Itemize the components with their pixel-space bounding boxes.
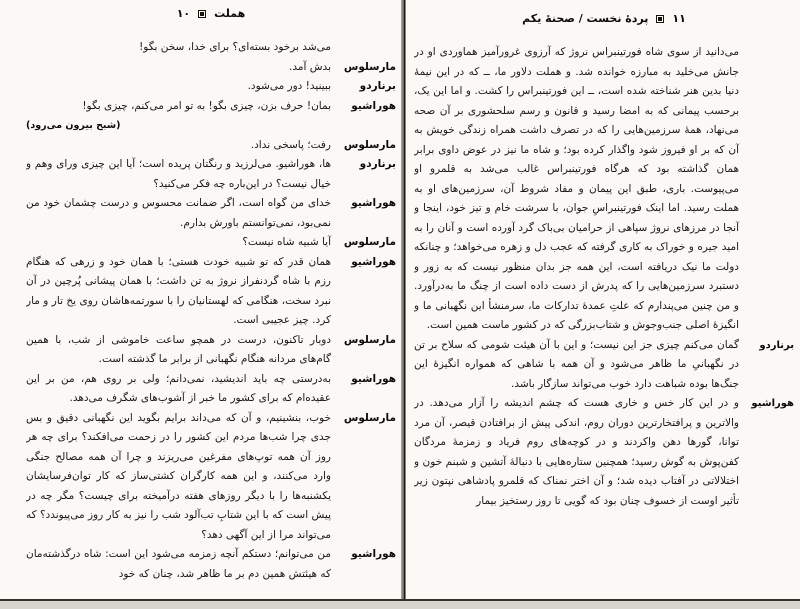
page-title: هملت (214, 7, 246, 20)
speech-text: ها، هوراشیو. می‌لرزید و رنگتان پریده است؛ آیا این چیزی ورای وهم و خیال نیست؟ در این‌باره چه فکر می‌کنید؟ (26, 158, 331, 190)
dialogue-row (26, 331, 396, 370)
page-10 (26, 0, 396, 599)
speech-text: خوب، بنشینیم، و آن که می‌داند برایم بگوید این نگهبانی دقیق و بس جدی چرا شب‌ها مردم این کشور را در زحمت می‌افکند؟ برای چه هر روز آن همه توپ‌های مفرغین می‌ریزند و چرا آن همه مصالح جنگی وارد می‌کنند، و این همه کارگران کشتی‌ساز که کار توان‌فرسایشان یکشنبه‌ها را با دیگر روزهای هفته درآمیخته برای چیست؟ مگر چه در پیش است که با این شتابِ تب‌آلود شب را نیز به کار روز می‌پیوندد؟ که می‌تواند مرا از این آگهی دهد؟ (26, 411, 331, 541)
speaker-name: برناردو (759, 339, 794, 351)
speaker-name: هوراشیو (751, 398, 794, 409)
speech-text: می‌شد برخود بسته‌ای؟ برای خدا، سخن بگو! (139, 41, 331, 53)
page-number: ۱۰ (176, 7, 191, 20)
dialogue-row (414, 394, 794, 511)
dialogue-row (26, 370, 396, 409)
speaker-name: مارسلوس (343, 60, 396, 73)
dialogue-row (26, 77, 396, 97)
speaker-name: هوراشیو (351, 197, 396, 209)
speech-text: من می‌توانم؛ دستکم آنچه زمزمه می‌شود این است: شاه درگذشته‌مان که هیئتش همین دم بر ما ظاهر شد، چنان که خود (26, 548, 331, 580)
speech-text: همان قدر که تو شبیه خودت هستی؛ با همان خود و زرهی که هنگام رزم با شاه گردنفراز نروژ به تن داشت؛ با همان پیشانی پُرچین در آن نبرد سخت، هنگامی که لهستانیان را با سورتمه‌هاشان روی یخ تار و مار کرد. چیز عجیبی است. (26, 255, 331, 326)
speaker-name: هوراشیو (351, 372, 396, 385)
speaker-name: مارسلوس (343, 411, 396, 424)
dialogue-row (414, 336, 794, 395)
dialogue-row (26, 97, 396, 117)
page-10-text (26, 38, 396, 584)
page-number: ۱۱ (672, 12, 686, 25)
speech-text: رفت؛ پاسخی نداد. (250, 138, 331, 151)
speaker-name: برناردو (359, 80, 396, 92)
page-gutter-seam (401, 0, 407, 601)
speech-text: گمان می‌کنم چیزی جز این نیست؛ و این با آن هیئت شومی که سلاح بر تن در نگهبانیِ ما ظاهر می‌شود و آن همه با شاهی که همواره انگیزهٔ این جنگ‌ها بوده شباهت دارد خوب می‌تواند سازگار باشد. (414, 338, 739, 390)
speaker-name: هوراشیو (351, 99, 396, 112)
speech-text: خدای من گواه است، اگر ضمانت محسوس و درست چشمان خود من نمی‌بود، نمی‌توانستم باورش بدارم. (26, 197, 331, 229)
dialogue-row (26, 194, 396, 233)
speaker-name: برناردو (359, 158, 396, 170)
speech-text: ببینید! دور می‌شود. (247, 80, 331, 92)
section-title: پردهٔ نخست / صحنهٔ یکم (522, 12, 649, 25)
dialogue-row (26, 253, 396, 331)
dialogue-row (26, 233, 396, 253)
speaker-name: مارسلوس (343, 236, 396, 248)
page-10-header (26, 7, 396, 20)
speaker-name: هوراشیو (351, 548, 396, 560)
speech-text: و در این کار خس و خاری هست که چشم اندیشه را آزار می‌دهد. در والاترین و پرافتخارترین دوران روم، اندکی پیش از برافتادن قیصر، آن مرد توانا، گورها دهن واکردند و در کوچه‌های روم فریاد و زمزمهٔ مردگان کفن‌پوش به گوش رسید؛ همچنین ستاره‌هایی با دنبالهٔ آتشین و شبنم خون و اختلالاتی در آفتاب دیده شد؛ و آن اختر نمناک که قلمرو پادشاهی نپتون زیر تأثیر اوست از خسوف چنان بود که گویی تا روز رستخیز بیمار (414, 397, 739, 507)
dialogue-row (414, 43, 794, 336)
speaker-name: مارسلوس (343, 138, 396, 151)
page-11-text (414, 43, 794, 511)
dialogue-row (26, 409, 396, 546)
stage-direction-text: (شبح بیرون می‌رود) (26, 120, 121, 131)
dialogue-row (26, 38, 396, 58)
speech-text: به‌درستی چه باید اندیشید، نمی‌دانم؛ ولی بر روی هم، من بر این عقیده‌ام که برای کشور ما خبر از آشوب‌های شگرف می‌دهد. (26, 372, 331, 404)
stage-direction-row (26, 116, 396, 136)
dialogue-row (26, 58, 396, 78)
dialogue-row (26, 545, 396, 584)
page-11 (414, 0, 794, 599)
page-11-header (414, 12, 794, 25)
scan-bottom-edge (0, 599, 800, 609)
speaker-name: هوراشیو (351, 255, 396, 268)
speech-text: بدش آمد. (289, 60, 331, 73)
dialogue-row (26, 136, 396, 156)
speech-text: می‌دانید از سوی شاه فورتینبراس نروژ که آرزوی غرورآمیز هماوردی او در جانش می‌خلید به مبارزه خوانده شد. و هملت دلاور ما، ــ که در این نیمهٔ دنیا بدین هنر شناخته شده است، ــ این فورتینبراس را کشت. و اما این یک، برحسب پیمانی که به امضا رسید و قانون و رسم سلحشوری بر آن صحه می‌نهاد، همهٔ سرزمین‌هایی را که در تصرف داشت همراه زندگی خویش به آن که بر او فیروز شود واگذار کرده بود؛ و شاه ما نیز در عوض داوی برابر همان گذاشته بود که هرگاه فورتینبراس غالب می‌شد به قلمرو او می‌پیوست. باری، طبق این پیمان و مفاد شروط آن، سرزمین‌های او به هملت رسید. اما اینک فورتینبراسِ جوان، با سرشت خام و تیز خود، اینجا و آنجا در مرزهای نروژ سپاهی از حرامیان بی‌باک گرد آورده است و آنان را به امید جیره و خوراک به کاری گرفته که عجب دل و زهره می‌خواهد؛ و چنانکه دولت ما نیک دریافته است، این همه جز بدان منظور نیست که به زور و دستبرد سرزمین‌هایی را که پدرش از دست داده است از چنگ ما به‌درآورد. و من چنین می‌پندارم که علتِ عمدهٔ تدارکات ما، سرمنشأ این نگهبانی ما و انگیزهٔ اصلی جنب‌وجوش و شتاب‌بزرگی که در کشور ماست همین است. (414, 46, 739, 331)
speaker-name: مارسلوس (343, 333, 396, 346)
speech-text: دوبار تاکنون، درست در همچو ساعت خاموشی از شب، با همین گام‌های مردانه هنگام نگهبانی از برابر ما گذشته است. (26, 333, 331, 365)
header-ornament-icon (656, 15, 664, 23)
header-ornament-icon (198, 10, 206, 18)
speech-text: آیا شبیه شاه نیست؟ (242, 236, 331, 248)
dialogue-row (26, 155, 396, 194)
speech-text: بمان! حرف بزن، چیزی بگو! به تو امر می‌کنم، چیزی بگو! (82, 99, 331, 112)
